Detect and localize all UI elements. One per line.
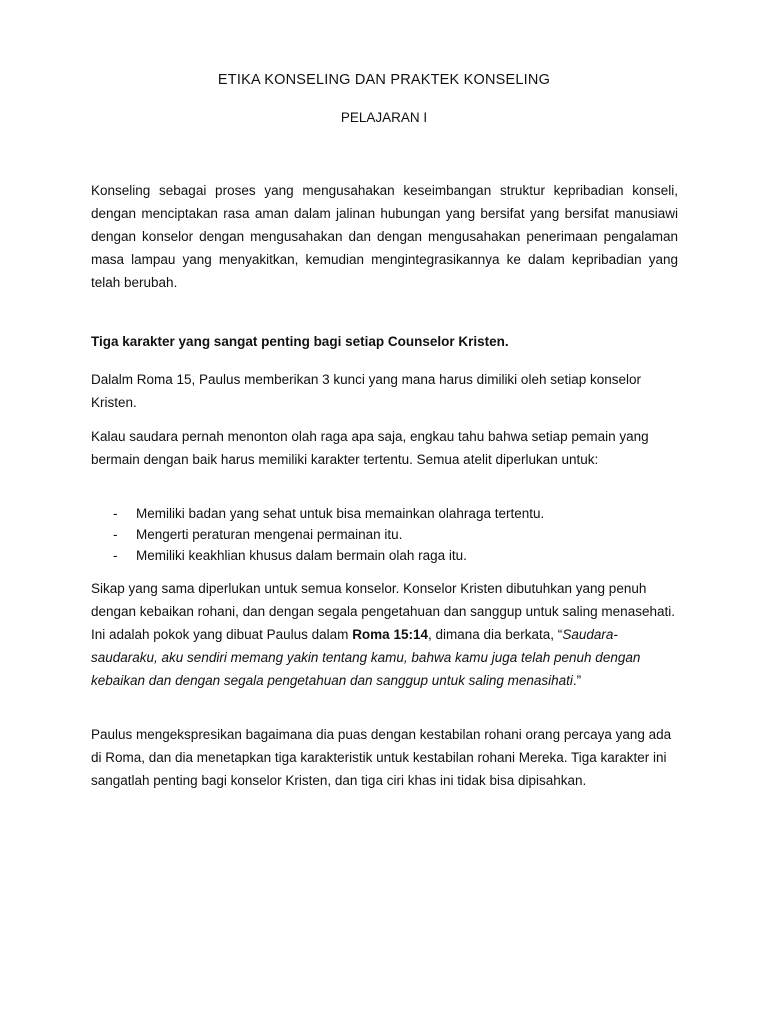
bullet-dash: - — [113, 527, 118, 542]
attitude-text: Sikap yang sama diperlukan untuk semua konselor. Konselor Kristen dibutuhkan yang penuh dengan kebaikan rohani, dan dengan segala pengetahuan dan sanggup untuk saling menasehati. Ini adalah pokok yang dibuat Paulus dalam — [91, 581, 675, 642]
list-item — [91, 524, 678, 545]
closing-paragraph: Paulus mengekspresikan bagaimana dia puas dengan kestabilan rohani orang percaya yang ada di Roma, dan dia menetapkan tiga karakteristik untuk kestabilan rohani Mereka. Tiga karakter ini sangatlah penting bagi konselor Kristen, dan tiga ciri khas ini tidak bisa dipisahkan. — [91, 727, 672, 788]
bullet-dash: - — [113, 548, 118, 563]
list-item — [91, 503, 678, 524]
bullet-dash: - — [113, 506, 118, 521]
lesson-subtitle: PELAJARAN I — [340, 110, 428, 125]
list-item — [91, 545, 678, 566]
attitude-paragraph — [91, 577, 678, 692]
requirements-list — [91, 503, 678, 566]
list-item-text: Mengerti peraturan mengenai permainan itu. — [136, 527, 403, 542]
sports-paragraph: Kalau saudara pernah menonton olah raga apa saja, engkau tahu bahwa setiap pemain yang bermain dengan baik harus memiliki karakter tertentu. Semua atelit diperlukan untuk: — [91, 429, 649, 467]
list-item-text: Memiliki keakhlian khusus dalam bermain olah raga itu. — [136, 548, 467, 563]
quote-close: .” — [572, 673, 582, 688]
attitude-text-cont: , dimana dia berkata, “ — [427, 627, 563, 642]
section-heading: Tiga karakter yang sangat penting bagi setiap Counselor Kristen. — [91, 334, 509, 349]
list-item-text: Memiliki badan yang sehat untuk bisa memainkan olahraga tertentu. — [136, 506, 545, 521]
scripture-reference: Roma 15:14 — [352, 627, 428, 642]
intro-paragraph: Konseling sebagai proses yang mengusahakan keseimbangan struktur kepribadian konseli, dengan menciptakan rasa aman dalam jalinan hubungan yang bersifat yang bersifat manusiawi dengan konselor dengan mengusahakan dan dengan mengusahakan penerimaan pengalaman masa lampau yang menyakitkan, kemudian mengintegrasikannya ke dalam kepribadian yang telah berubah. — [91, 183, 678, 290]
scripture-quote: Saudara-saudaraku, aku sendiri memang yakin tentang kamu, bahwa kamu juga telah penuh dengan kebaikan dan dengan segala pengetahuan dan sanggup untuk saling menasihati — [91, 627, 641, 688]
roma-paragraph: Dalalm Roma 15, Paulus memberikan 3 kunci yang mana harus dimiliki oleh setiap konselor Kristen. — [91, 372, 642, 410]
document-title: ETIKA KONSELING DAN PRAKTEK KONSELING — [217, 72, 551, 88]
